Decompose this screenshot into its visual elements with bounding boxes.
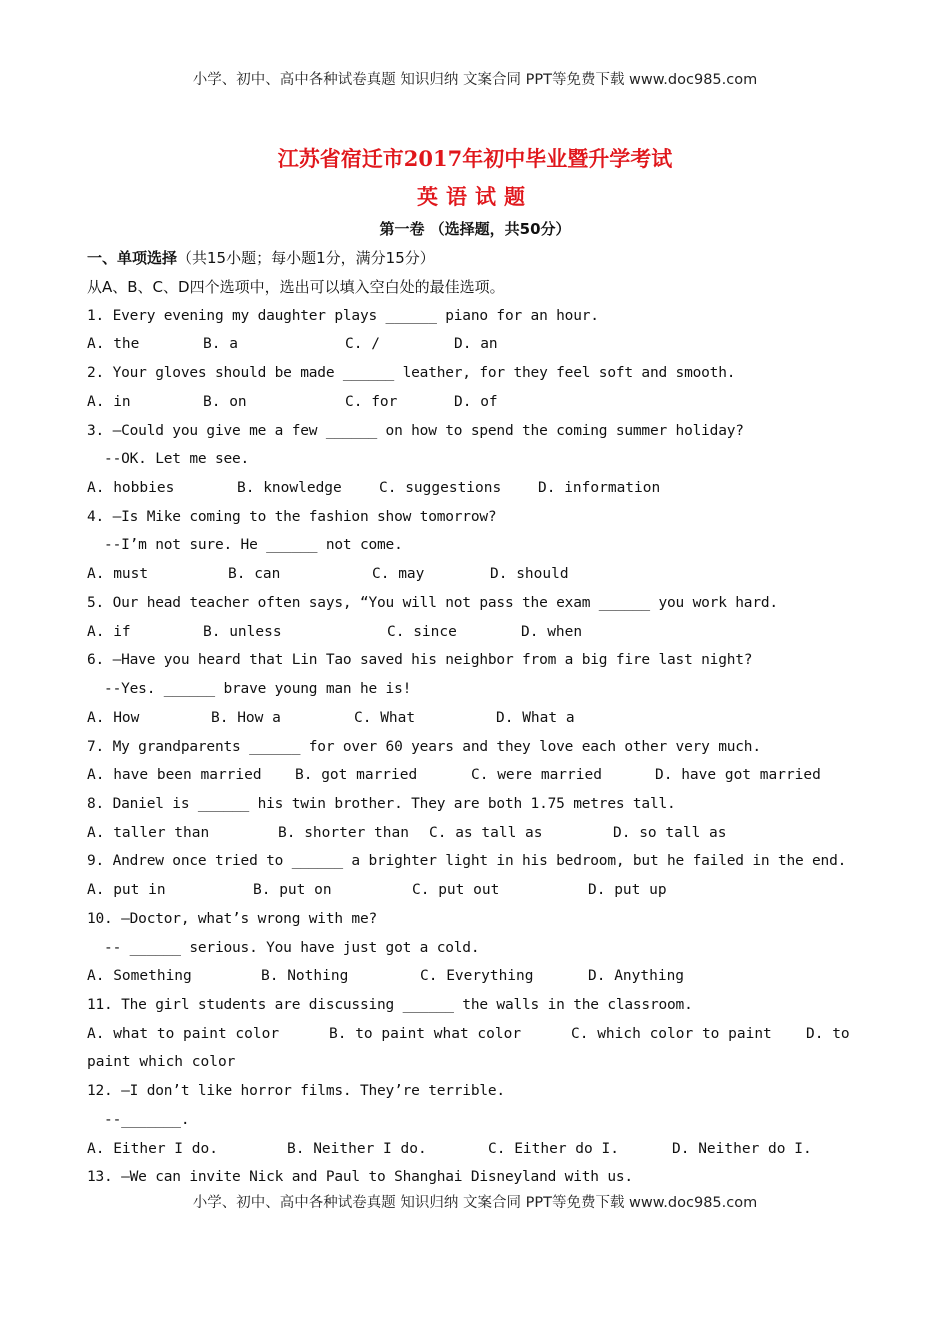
q5-option-d: D. when: [521, 624, 583, 640]
q12-option-b: B. Neither I do.: [287, 1141, 427, 1157]
q3-option-c: C. suggestions: [379, 480, 502, 496]
q8-option-a: A. taller than: [87, 825, 210, 841]
q3-option-d: D. information: [538, 480, 661, 496]
q6-option-c: C. What: [354, 710, 416, 726]
section-head-note: （共15小题；每小题1分，满分15分）: [177, 249, 435, 267]
question-5-stem: 5. Our head teacher often says, “You will not pass the exam ______ you work hard.: [87, 595, 778, 611]
question-3-reply: --OK. Let me see.: [87, 451, 250, 467]
q10-option-b: B. Nothing: [261, 968, 349, 984]
q2-option-c: C. for: [345, 394, 398, 410]
q7-option-b: B. got married: [295, 767, 418, 783]
question-11-stem: 11. The girl students are discussing ______ the walls in the classroom.: [87, 997, 693, 1013]
q6-option-b: B. How a: [211, 710, 281, 726]
q10-option-d: D. Anything: [588, 968, 685, 984]
question-2-stem: 2. Your gloves should be made ______ leather, for they feel soft and smooth.: [87, 365, 736, 381]
question-7-stem: 7. My grandparents ______ for over 60 years and they love each other very much.: [87, 739, 761, 755]
subject-title: 英语试题: [417, 184, 533, 209]
q12-option-a: A. Either I do.: [87, 1141, 218, 1157]
q1-option-a: A. the: [87, 336, 140, 352]
q7-option-c: C. were married: [471, 767, 602, 783]
question-1-stem: 1. Every evening my daughter plays ______ piano for an hour.: [87, 308, 599, 324]
q2-option-b: B. on: [203, 394, 247, 410]
q6-option-d: D. What a: [496, 710, 575, 726]
question-9-stem: 9. Andrew once tried to ______ a brighter light in his bedroom, but he failed in the end.: [87, 853, 847, 869]
section-heading: [87, 247, 435, 268]
question-13-stem: 13. –We can invite Nick and Paul to Shanghai Disneyland with us.: [87, 1169, 633, 1185]
q9-option-c: C. put out: [412, 882, 500, 898]
q7-option-d: D. have got married: [655, 767, 821, 783]
question-12-reply: --_______.: [87, 1112, 190, 1128]
question-3-stem: 3. –Could you give me a few ______ on how to spend the coming summer holiday?: [87, 423, 744, 439]
q8-option-d: D. so tall as: [613, 825, 727, 841]
question-4-reply: --I’m not sure. He ______ not come.: [87, 537, 403, 553]
q8-option-c: C. as tall as: [429, 825, 543, 841]
q11-option-c: C. which color to paint: [571, 1026, 772, 1042]
q10-option-c: C. Everything: [420, 968, 534, 984]
q9-option-d: D. put up: [588, 882, 667, 898]
q9-option-a: A. put in: [87, 882, 166, 898]
question-4-stem: 4. –Is Mike coming to the fashion show tomorrow?: [87, 509, 497, 525]
q12-option-c: C. Either do I.: [488, 1141, 619, 1157]
q1-option-c: C. /: [345, 336, 380, 352]
question-10-reply: -- ______ serious. You have just got a cold.: [87, 940, 480, 956]
section-instruction: 从A、B、C、D四个选项中，选出可以填入空白处的最佳选项。: [87, 278, 505, 296]
q2-option-a: A. in: [87, 394, 131, 410]
q7-option-a: A. have been married: [87, 767, 262, 783]
header-banner: 小学、初中、高中各种试卷真题 知识归纳 文案合同 PPT等免费下载 www.doc985.com: [192, 72, 758, 88]
q11-option-d: D. to: [806, 1026, 850, 1042]
q3-option-b: B. knowledge: [237, 480, 342, 496]
exam-title: 江苏省宿迁市2017年初中毕业暨升学考试: [277, 146, 673, 171]
q8-option-b: B. shorter than: [278, 825, 409, 841]
q4-option-c: C. may: [372, 566, 425, 582]
q4-option-d: D. should: [490, 566, 569, 582]
q3-option-a: A. hobbies: [87, 480, 175, 496]
footer-banner: 小学、初中、高中各种试卷真题 知识归纳 文案合同 PPT等免费下载 www.doc985.com: [192, 1195, 758, 1211]
q4-option-b: B. can: [228, 566, 281, 582]
q4-option-a: A. must: [87, 566, 149, 582]
part-title: 第一卷 （选择题，共50分）: [379, 220, 571, 238]
q12-option-d: D. Neither do I.: [672, 1141, 812, 1157]
q1-option-d: D. an: [454, 336, 498, 352]
question-6-reply: --Yes. ______ brave young man he is!: [87, 681, 412, 697]
q6-option-a: A. How: [87, 710, 140, 726]
q11-option-a: A. what to paint color: [87, 1026, 280, 1042]
q9-option-b: B. put on: [253, 882, 332, 898]
question-10-stem: 10. –Doctor, what’s wrong with me?: [87, 911, 378, 927]
q11-option-d-continued: paint which color: [87, 1054, 236, 1070]
question-12-stem: 12. –I don’t like horror films. They’re terrible.: [87, 1083, 505, 1099]
section-head-label: 一、单项选择: [87, 249, 178, 267]
q10-option-a: A. Something: [87, 968, 192, 984]
q5-option-a: A. if: [87, 624, 131, 640]
question-6-stem: 6. –Have you heard that Lin Tao saved his neighbor from a big fire last night?: [87, 652, 753, 668]
question-8-stem: 8. Daniel is ______ his twin brother. They are both 1.75 metres tall.: [87, 796, 676, 812]
q1-option-b: B. a: [203, 336, 238, 352]
q2-option-d: D. of: [454, 394, 498, 410]
q5-option-c: C. since: [387, 624, 457, 640]
q5-option-b: B. unless: [203, 624, 282, 640]
q11-option-b: B. to paint what color: [329, 1026, 522, 1042]
